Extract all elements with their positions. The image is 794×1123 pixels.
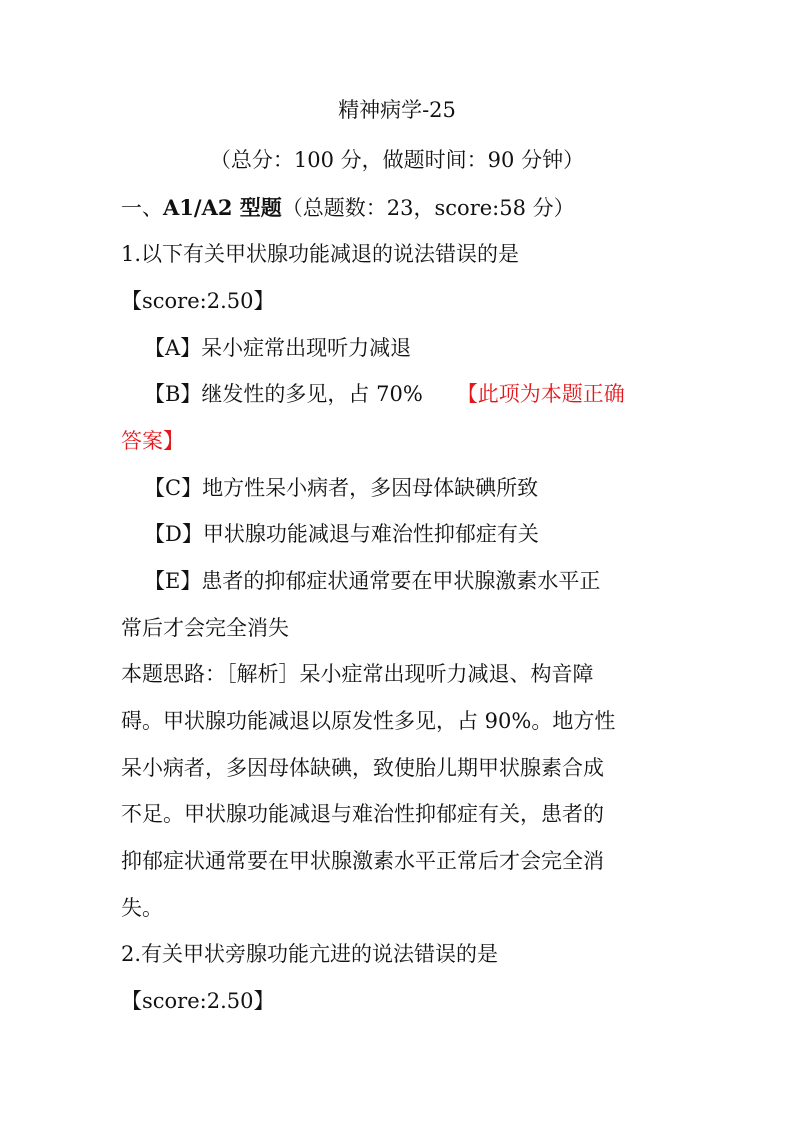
- explanation-line: 本题思路：［解析］呆小症常出现听力减退、构音障: [121, 662, 594, 686]
- section-meta: （总题数：23，score:58 分）: [281, 196, 575, 220]
- document-title: 精神病学-25: [338, 98, 456, 122]
- question-1-option-d: 【D】甲状腺功能减退与难治性抑郁症有关: [144, 522, 539, 546]
- explanation-line: 不足。甲状腺功能减退与难治性抑郁症有关，患者的: [121, 802, 604, 826]
- correct-answer-mark-continued: 答案】: [121, 429, 184, 453]
- question-1-stem: 1.以下有关甲状腺功能减退的说法错误的是: [121, 242, 520, 266]
- section-prefix: 一、: [121, 196, 163, 220]
- explanation-line: 失。: [121, 896, 163, 920]
- question-1-option-a: 【A】呆小症常出现听力减退: [144, 336, 412, 360]
- explanation-line: 抑郁症状通常要在甲状腺激素水平正常后才会完全消: [121, 849, 604, 873]
- question-1-option-c: 【C】地方性呆小病者，多因母体缺碘所致: [144, 476, 539, 500]
- question-1-score: 【score:2.50】: [121, 289, 275, 313]
- question-2-score: 【score:2.50】: [121, 989, 275, 1013]
- question-1-option-e-continued: 常后才会完全消失: [121, 616, 289, 640]
- section-header: [121, 196, 681, 220]
- option-b-text: 【B】继发性的多见，占 70%: [144, 382, 423, 406]
- question-1-option-b: [144, 382, 704, 406]
- explanation-line: 呆小病者，多因母体缺碘，致使胎儿期甲状腺素合成: [121, 756, 604, 780]
- question-1-option-e: 【E】患者的抑郁症状通常要在甲状腺激素水平正: [144, 569, 601, 593]
- question-2-stem: 2.有关甲状旁腺功能亢进的说法错误的是: [121, 942, 499, 966]
- section-heading: A1/A2 型题: [163, 195, 282, 220]
- document-subtitle: （总分：100 分，做题时间：90 分钟）: [209, 148, 585, 172]
- correct-answer-mark: 【此项为本题正确: [456, 382, 625, 406]
- explanation-line: 碍。甲状腺功能减退以原发性多见，占 90%。地方性: [121, 709, 616, 733]
